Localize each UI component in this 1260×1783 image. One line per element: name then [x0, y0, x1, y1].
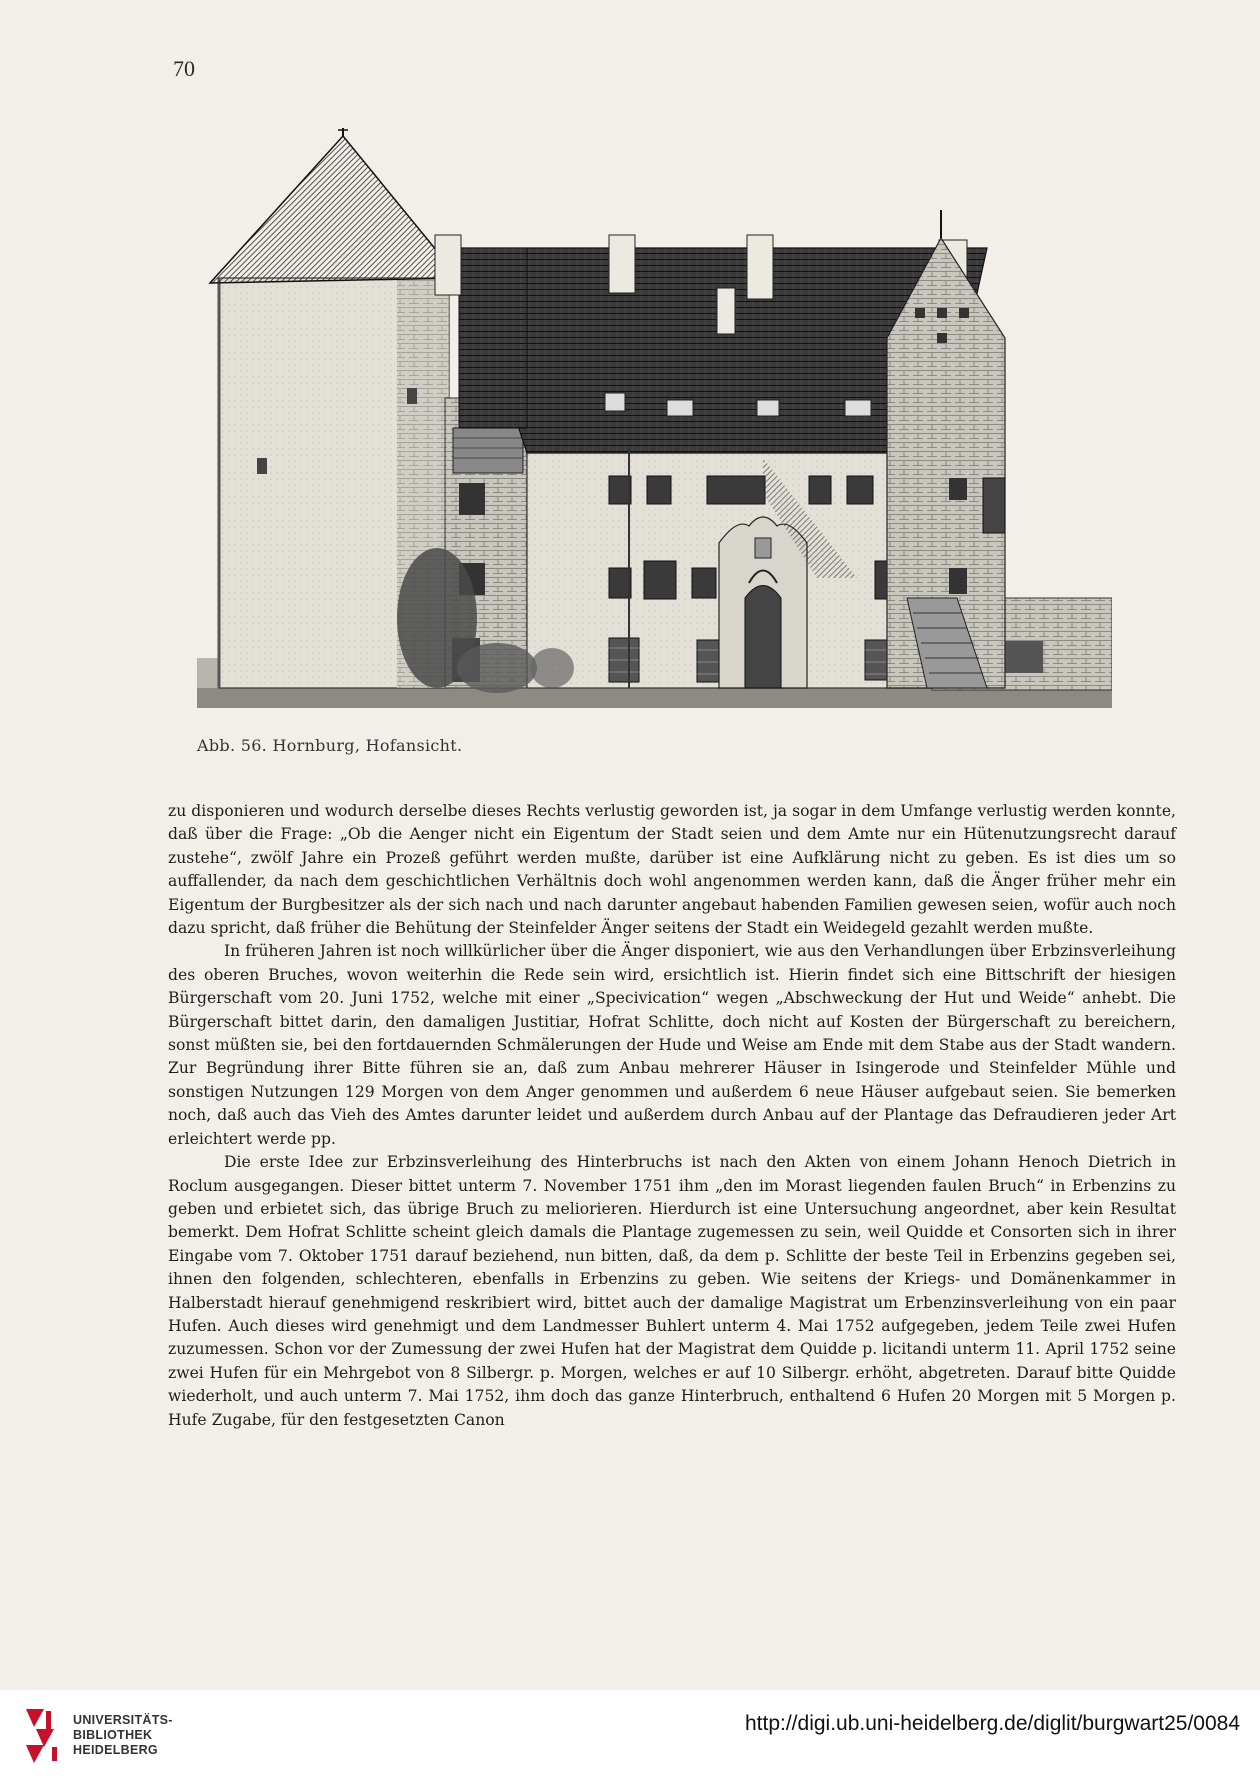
library-name-line: BIBLIOTHEK	[73, 1728, 153, 1742]
paragraph: In früheren Jahren ist noch willkürlicher über die Änger disponiert, wie aus den Verhandlungen über Erbzinsverleihung des oberen Bruches, wovon weiterhin die Rede sein wird, ersichtlich ist. Hierin findet sich eine Bittschrift der hiesigen Bürgerschaft vom 20. Juni 1752, welche mit einer „Specivication“ wegen „Abschweckung der Hut und Weide“ anhebt. Die Bürgerschaft bittet darin, den damaligen Justitiar, Hofrat Schlitte, doch nicht auf Kosten der Bürgerschaft zu bereichern, sonst müßten sie, bei den fortdauernden Schmälerungen der Hude und Weise am Ende mit dem Stabe aus der Stadt wandern. Zur Begründung ihrer Bitte führen sie an, daß zum Anbau mehrerer Häuser in Isingerode und Steinfelder Mühle und sonstigen Nutzungen 129 Morgen von dem Anger genommen und außerdem 6 neue Häuser aufgebaut seien. Sie bemerken noch, daß auch das Vieh des Amtes darunter leidet und außerdem durch Anbau auf der Plantage das Defraudieren jeder Art erleichtert werde pp.	[168, 942, 1176, 1148]
library-name-line: UNIVERSITÄTS-	[73, 1713, 173, 1727]
illustration-hornburg-courtyard	[197, 128, 1112, 708]
article-body	[168, 800, 1176, 1432]
paragraph: zu disponieren und wodurch derselbe dieses Rechts verlustig geworden ist, ja sogar in dem Umfange verlustig werden konnte, daß über die Frage: „Ob die Aenger nicht ein Eigentum der Stadt seien und dem Amte nur ein Hütenutzungsrecht darauf zustehe“, zwölf Jahre ein Prozeß geführt werden mußte, darüber ist eine Aufklärung nicht zu geben. Es ist dies um so auffallender, da nach dem geschichtlichen Verhältnis doch wohl angenommen werden kann, daß die Änger früher mehr ein Eigentum der Burgbesitzer als der sich nach und nach darunter angebaut habenden Familien gewesen seien, wofür auch noch dazu spricht, daß früher die Behütung der Steinfelder Änger seitens der Stadt ein Weidegeld gezahlt werden mußte.	[168, 802, 1176, 938]
library-name	[73, 1713, 173, 1758]
footer-bar	[0, 1690, 1260, 1783]
library-logo-icon[interactable]	[22, 1707, 66, 1765]
paragraph: Die erste Idee zur Erbzinsverleihung des Hinterbruchs ist nach den Akten von einem Johann Henoch Dietrich in Roclum ausgegangen. Dieser bittet unterm 7. November 1751 ihm „den im Morast liegenden faulen Bruch“ in Erbenzins zu geben und erbietet sich, das übrige Bruch zu meliorieren. Hierdurch ist eine Untersuchung angeordnet, aber kein Resultat bemerkt. Dem Hofrat Schlitte scheint gleich damals die Plantage zugemessen zu sein, weil Quidde et Consorten sich in ihrer Eingabe vom 7. Oktober 1751 darauf beziehend, nun bitten, daß, da dem p. Schlitte der beste Teil in Erbenzins gegeben sei, ihnen den folgenden, schlechteren, ebenfalls in Erbenzins zu geben. Wie seitens der Kriegs- und Domänenkammer in Halberstadt hierauf genehmigend reskribiert wird, bittet auch der damalige Magistrat um Erbenzinsverleihung von ein paar Hufen. Auch dieses wird genehmigt und dem Landmesser Buhlert unterm 4. Mai 1752 aufgegeben, jedem Teile zwei Hufen zuzumessen. Schon vor der Zumessung der zwei Hufen hat der Magistrat dem Quidde p. licitandi unterm 11. April 1752 seine zwei Hufen für ein Mehrgebot von 8 Silbergr. p. Morgen, welches er auf 10 Silbergr. erhöht, abgetreten. Darauf bitte Quidde wiederholt, und auch unterm 7. Mai 1752, ihm doch das ganze Hinterbruch, enthaltend 6 Hufen 20 Morgen mit 5 Morgen p. Hufe Zugabe, für den festgesetzten Canon	[168, 1153, 1176, 1429]
library-name-line: HEIDELBERG	[73, 1743, 158, 1757]
permalink-url[interactable]: http://digi.ub.uni-heidelberg.de/diglit/burgwart25/0084	[744, 1712, 1240, 1735]
figure-caption: Abb. 56. Hornburg, Hofansicht.	[197, 736, 463, 755]
page-number: 70	[173, 56, 195, 81]
